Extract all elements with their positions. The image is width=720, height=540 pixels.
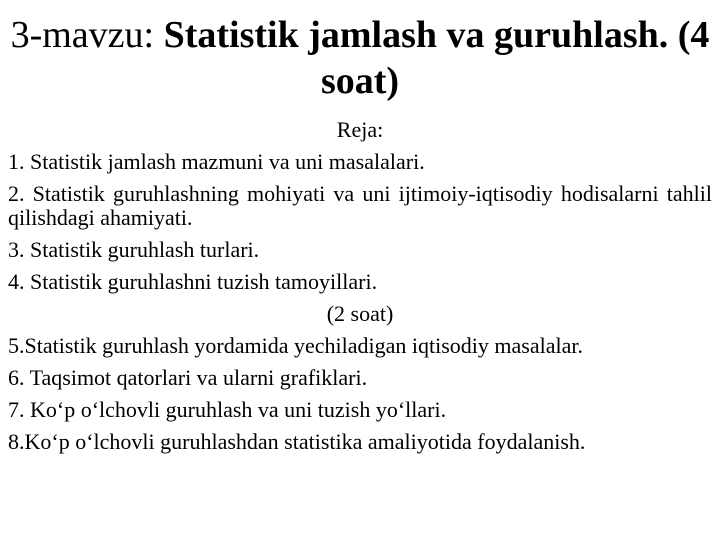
plan-item-5: 5.Statistik guruhlash yordamida yechiladigan iqtisodiy masalalar.: [8, 333, 583, 358]
plan-subheading: (2 soat): [326, 301, 394, 326]
plan-item-6: 6. Taqsimot qatorlari va ularni grafiklari.: [8, 365, 368, 390]
plan-item-1: 1. Statistik jamlash mazmuni va uni masalalari.: [8, 149, 425, 174]
plan-item-8: 8.Ko‘p o‘lchovli guruhlashdan statistika amaliyotida foydalanish.: [8, 429, 586, 454]
plan-item-7: 7. Ko‘p o‘lchovli guruhlash va uni tuzish yo‘llari.: [8, 397, 447, 422]
plan-item-3: 3. Statistik guruhlash turlari.: [8, 237, 260, 262]
plan-heading: Reja:: [336, 117, 384, 142]
slide-title: [0, 12, 720, 104]
plan-item-4: 4. Statistik guruhlashni tuzish tamoyillari.: [8, 269, 378, 294]
plan-item-2: 2. Statistik guruhlashning mohiyati va uni ijtimoiy-iqtisodiy hodisalarni tahlil qilishdagi ahamiyati.: [8, 181, 712, 230]
title-prefix: 3-mavzu:: [10, 14, 164, 56]
title-bold: Statistik jamlash va guruhlash. (4 soat): [163, 14, 710, 102]
plan-body: [8, 118, 712, 462]
